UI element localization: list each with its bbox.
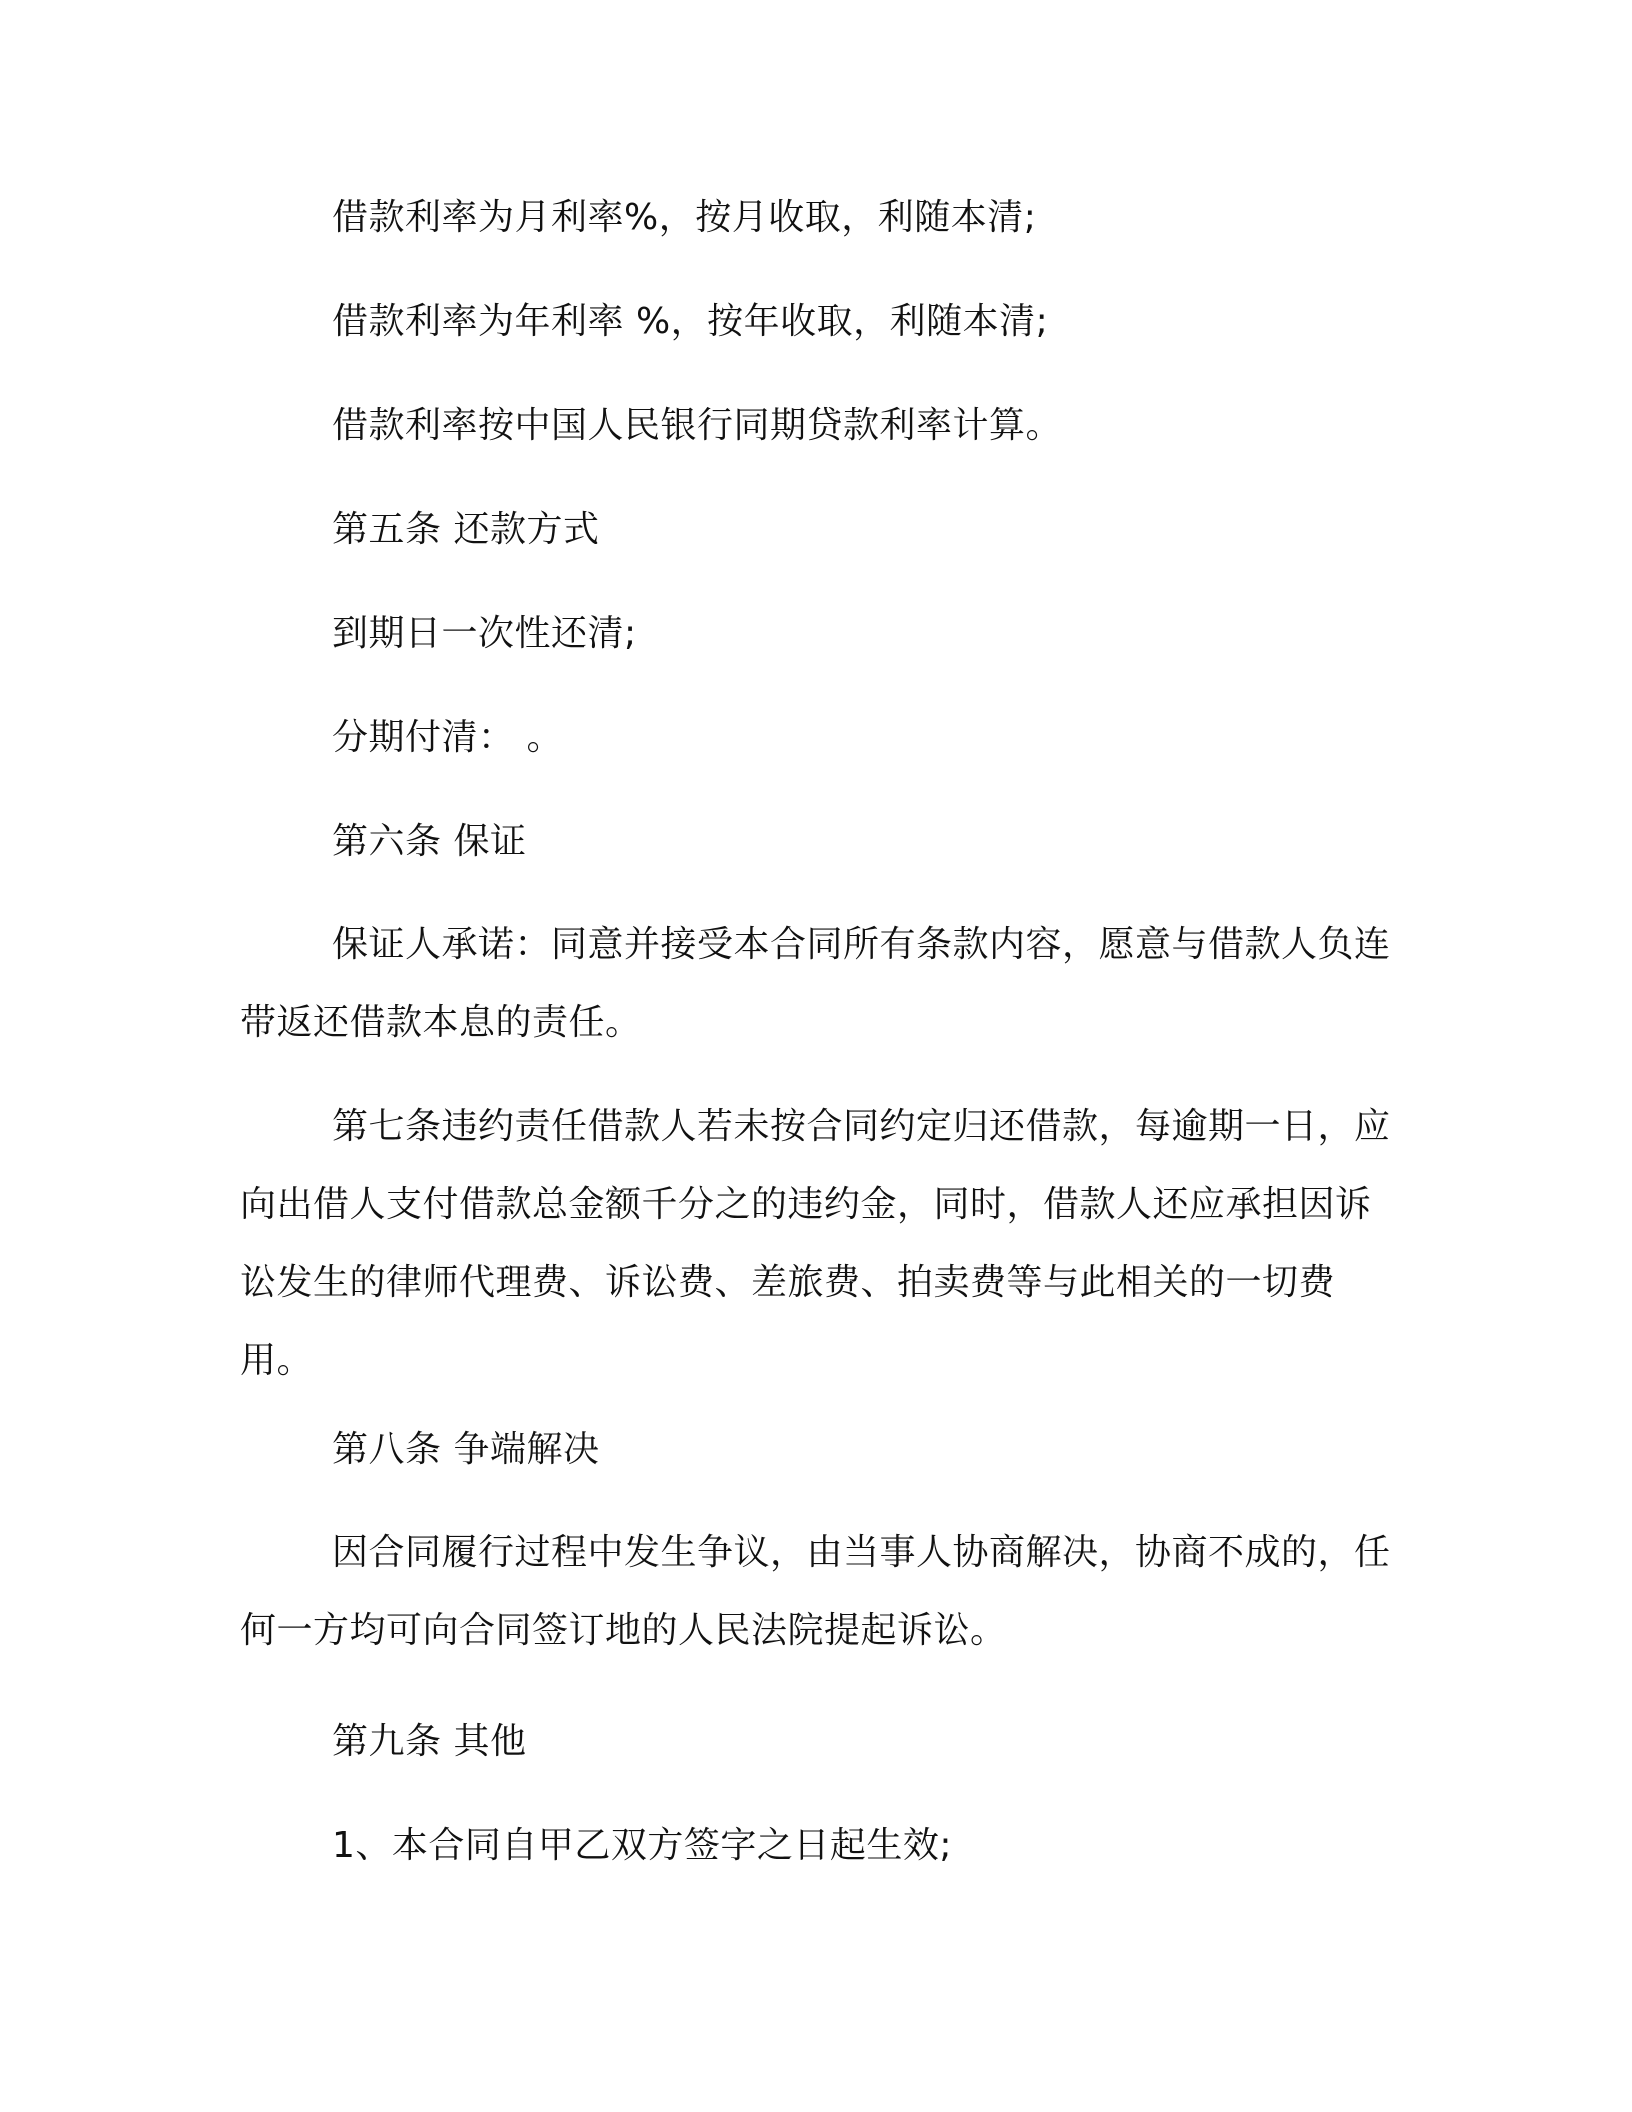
paragraph-lump-sum: 到期日一次性还清; [332,613,637,654]
paragraph-annual-rate: 借款利率为年利率 %，按年收取，利随本清; [332,301,1049,342]
heading-article-5: 第五条 还款方式 [332,509,600,550]
heading-article-6: 第六条 保证 [332,821,527,862]
paragraph-dispute: 因合同履行过程中发生争议，由当事人协商解决，协商不成的，任何一方均可向合同签订地的人民法院提起诉讼。 [240,1532,1391,1651]
paragraph-guarantee: 保证人承诺：同意并接受本合同所有条款内容，愿意与借款人负连带返还借款本息的责任。 [240,924,1391,1043]
paragraph-effective: 1、本合同自甲乙双方签字之日起生效; [332,1825,953,1866]
paragraph-article-7-liability: 第七条违约责任借款人若未按合同约定归还借款，每逾期一日，应向出借人支付借款总金额千分之的违约金，同时，借款人还应承担因诉讼发生的律师代理费、诉讼费、差旅费、拍卖费等与此相关的一切费用。 [240,1106,1391,1381]
paragraph-installments: 分期付清： 。 [332,717,563,758]
paragraph-pboc-rate: 借款利率按中国人民银行同期贷款利率计算。 [332,405,1063,446]
heading-article-9: 第九条 其他 [332,1721,527,1762]
paragraph-monthly-rate: 借款利率为月利率%，按月收取，利随本清; [332,197,1037,238]
heading-article-8: 第八条 争端解决 [332,1429,600,1470]
